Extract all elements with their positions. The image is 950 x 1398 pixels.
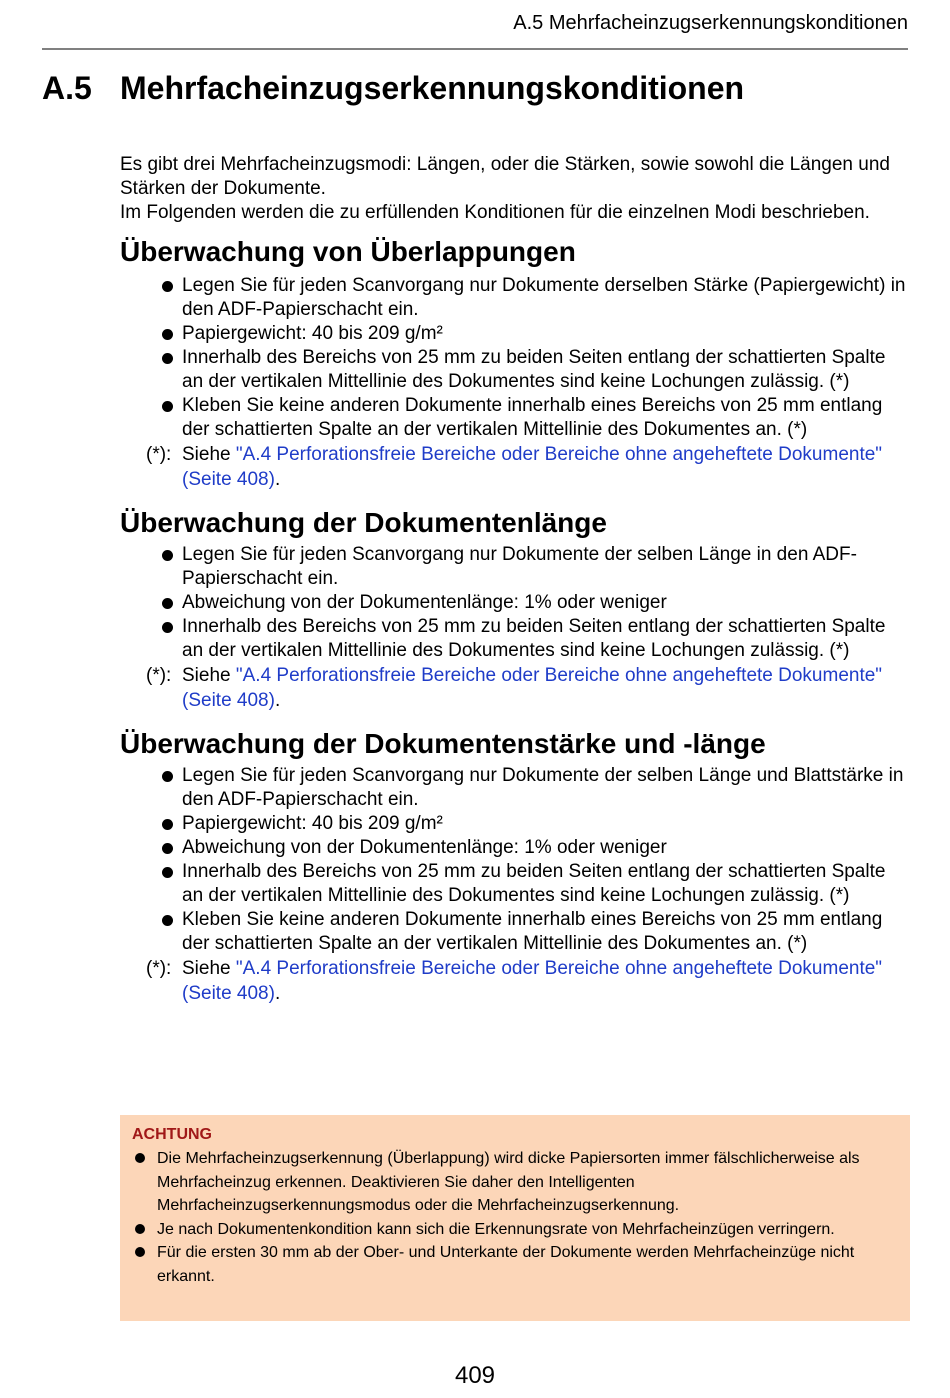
bullet-icon bbox=[135, 1224, 145, 1234]
bullet-icon bbox=[135, 1153, 145, 1163]
section-overlap bbox=[120, 235, 910, 492]
list-item-text: Abweichung von der Dokumentenlänge: 1% oder weniger bbox=[182, 837, 667, 858]
bullet-icon bbox=[162, 550, 173, 561]
section-title: Überwachung von Überlappungen bbox=[120, 236, 576, 267]
list-item bbox=[120, 543, 910, 591]
note-mark: (*): bbox=[146, 958, 172, 979]
bullet-icon bbox=[162, 281, 173, 292]
caution-item bbox=[120, 1147, 880, 1218]
caution-item-text: Je nach Dokumentenkondition kann sich die Erkennungsrate von Mehrfacheinzügen verringern. bbox=[157, 1220, 835, 1238]
section-title: Überwachung der Dokumentenstärke und -länge bbox=[120, 728, 766, 759]
running-header: A.5 Mehrfacheinzugserkennungskonditionen bbox=[513, 12, 908, 34]
bullet-icon bbox=[162, 771, 173, 782]
header-divider bbox=[42, 48, 908, 50]
bullet-icon bbox=[162, 915, 173, 926]
list-item bbox=[120, 394, 910, 442]
reference-note bbox=[120, 663, 910, 713]
section-length bbox=[120, 506, 910, 713]
note-prefix: Siehe bbox=[182, 958, 236, 979]
caution-item bbox=[120, 1218, 880, 1242]
section-title: Überwachung der Dokumentenlänge bbox=[120, 507, 607, 538]
list-item-text: Legen Sie für jeden Scanvorgang nur Dokumente derselben Stärke (Papiergewicht) in den ADF-Papierschacht ein. bbox=[182, 275, 906, 320]
list-item bbox=[120, 322, 910, 346]
list-item bbox=[120, 836, 910, 860]
bullet-icon bbox=[162, 843, 173, 854]
reference-note bbox=[120, 956, 910, 1006]
bullet-icon bbox=[162, 329, 173, 340]
reference-link[interactable]: "A.4 Perforationsfreie Bereiche oder Bereiche ohne angeheftete Dokumente" (Seite 408) bbox=[182, 958, 883, 1004]
caution-list bbox=[120, 1147, 880, 1288]
list-item bbox=[120, 591, 910, 615]
list-item-text: Abweichung von der Dokumentenlänge: 1% oder weniger bbox=[182, 592, 667, 613]
caution-item-text: Für die ersten 30 mm ab der Ober- und Unterkante der Dokumente werden Mehrfacheinzüge nicht erkannt. bbox=[157, 1244, 855, 1285]
list-item bbox=[120, 615, 910, 663]
bullet-icon bbox=[162, 598, 173, 609]
list-item-text: Kleben Sie keine anderen Dokumente innerhalb eines Bereichs von 25 mm entlang der schattierten Spalte an der vertikalen Mittellinie des Dokumentes an. (*) bbox=[182, 395, 883, 440]
list-item-text: Legen Sie für jeden Scanvorgang nur Dokumente der selben Länge und Blattstärke in den ADF-Papierschacht ein. bbox=[182, 765, 904, 810]
bullet-list bbox=[120, 543, 910, 663]
intro bbox=[120, 153, 910, 225]
chapter-heading bbox=[42, 70, 744, 107]
note-mark: (*): bbox=[146, 444, 172, 465]
chapter-number: A.5 bbox=[42, 70, 92, 106]
intro-paragraph: Es gibt drei Mehrfacheinzugsmodi: Längen, oder die Stärken, sowie sowohl die Längen und Stärken der Dokumente. bbox=[120, 154, 890, 199]
note-mark: (*): bbox=[146, 665, 172, 686]
reference-link[interactable]: "A.4 Perforationsfreie Bereiche oder Bereiche ohne angeheftete Dokumente" (Seite 408) bbox=[182, 665, 883, 711]
list-item-text: Innerhalb des Bereichs von 25 mm zu beiden Seiten entlang der schattierten Spalte an der vertikalen Mittellinie des Dokumentes sind keine Lochungen zulässig. (*) bbox=[182, 861, 886, 906]
list-item-text: Papiergewicht: 40 bis 209 g/m² bbox=[182, 813, 443, 834]
page-number: 409 bbox=[454, 1362, 496, 1389]
bullet-icon bbox=[162, 401, 173, 412]
main-content bbox=[120, 153, 910, 1006]
list-item bbox=[120, 812, 910, 836]
bullet-list bbox=[120, 274, 910, 442]
bullet-icon bbox=[162, 867, 173, 878]
reference-link[interactable]: "A.4 Perforationsfreie Bereiche oder Bereiche ohne angeheftete Dokumente" (Seite 408) bbox=[182, 444, 883, 490]
list-item-text: Legen Sie für jeden Scanvorgang nur Dokumente der selben Länge in den ADF-Papierschacht ein. bbox=[182, 544, 857, 589]
bullet-icon bbox=[162, 353, 173, 364]
note-suffix: . bbox=[274, 690, 281, 711]
note-suffix: . bbox=[274, 983, 281, 1004]
list-item bbox=[120, 274, 910, 322]
list-item-text: Innerhalb des Bereichs von 25 mm zu beiden Seiten entlang der schattierten Spalte an der vertikalen Mittellinie des Dokumentes sind keine Lochungen zulässig. (*) bbox=[182, 347, 886, 392]
list-item-text: Kleben Sie keine anderen Dokumente innerhalb eines Bereichs von 25 mm entlang der schattierten Spalte an der vertikalen Mittellinie des Dokumentes an. (*) bbox=[182, 909, 883, 954]
bullet-list bbox=[120, 764, 910, 956]
chapter-title: Mehrfacheinzugserkennungskonditionen bbox=[120, 70, 745, 106]
note-prefix: Siehe bbox=[182, 444, 236, 465]
bullet-icon bbox=[162, 622, 173, 633]
list-item bbox=[120, 764, 910, 812]
list-item-text: Innerhalb des Bereichs von 25 mm zu beiden Seiten entlang der schattierten Spalte an der vertikalen Mittellinie des Dokumentes sind keine Lochungen zulässig. (*) bbox=[182, 616, 886, 661]
list-item bbox=[120, 908, 910, 956]
list-item-text: Papiergewicht: 40 bis 209 g/m² bbox=[182, 323, 443, 344]
note-prefix: Siehe bbox=[182, 665, 236, 686]
reference-note bbox=[120, 442, 910, 492]
list-item bbox=[120, 860, 910, 908]
note-suffix: . bbox=[274, 469, 281, 490]
section-thickness-length bbox=[120, 727, 910, 1006]
list-item bbox=[120, 346, 910, 394]
bullet-icon bbox=[162, 819, 173, 830]
intro-paragraph: Im Folgenden werden die zu erfüllenden Konditionen für die einzelnen Modi beschrieben. bbox=[120, 202, 870, 223]
caution-box bbox=[120, 1115, 910, 1321]
caution-item bbox=[120, 1241, 880, 1288]
caution-item-text: Die Mehrfacheinzugserkennung (Überlappung) wird dicke Papiersorten immer fälschlicherweise als Mehrfacheinzug erkennen. Deaktivieren Sie daher den Intelligenten Mehrfacheinzugserkennungsmodus oder die Mehrfacheinzugserkennung. bbox=[157, 1150, 860, 1214]
caution-title: ACHTUNG bbox=[132, 1126, 212, 1143]
bullet-icon bbox=[135, 1247, 145, 1257]
